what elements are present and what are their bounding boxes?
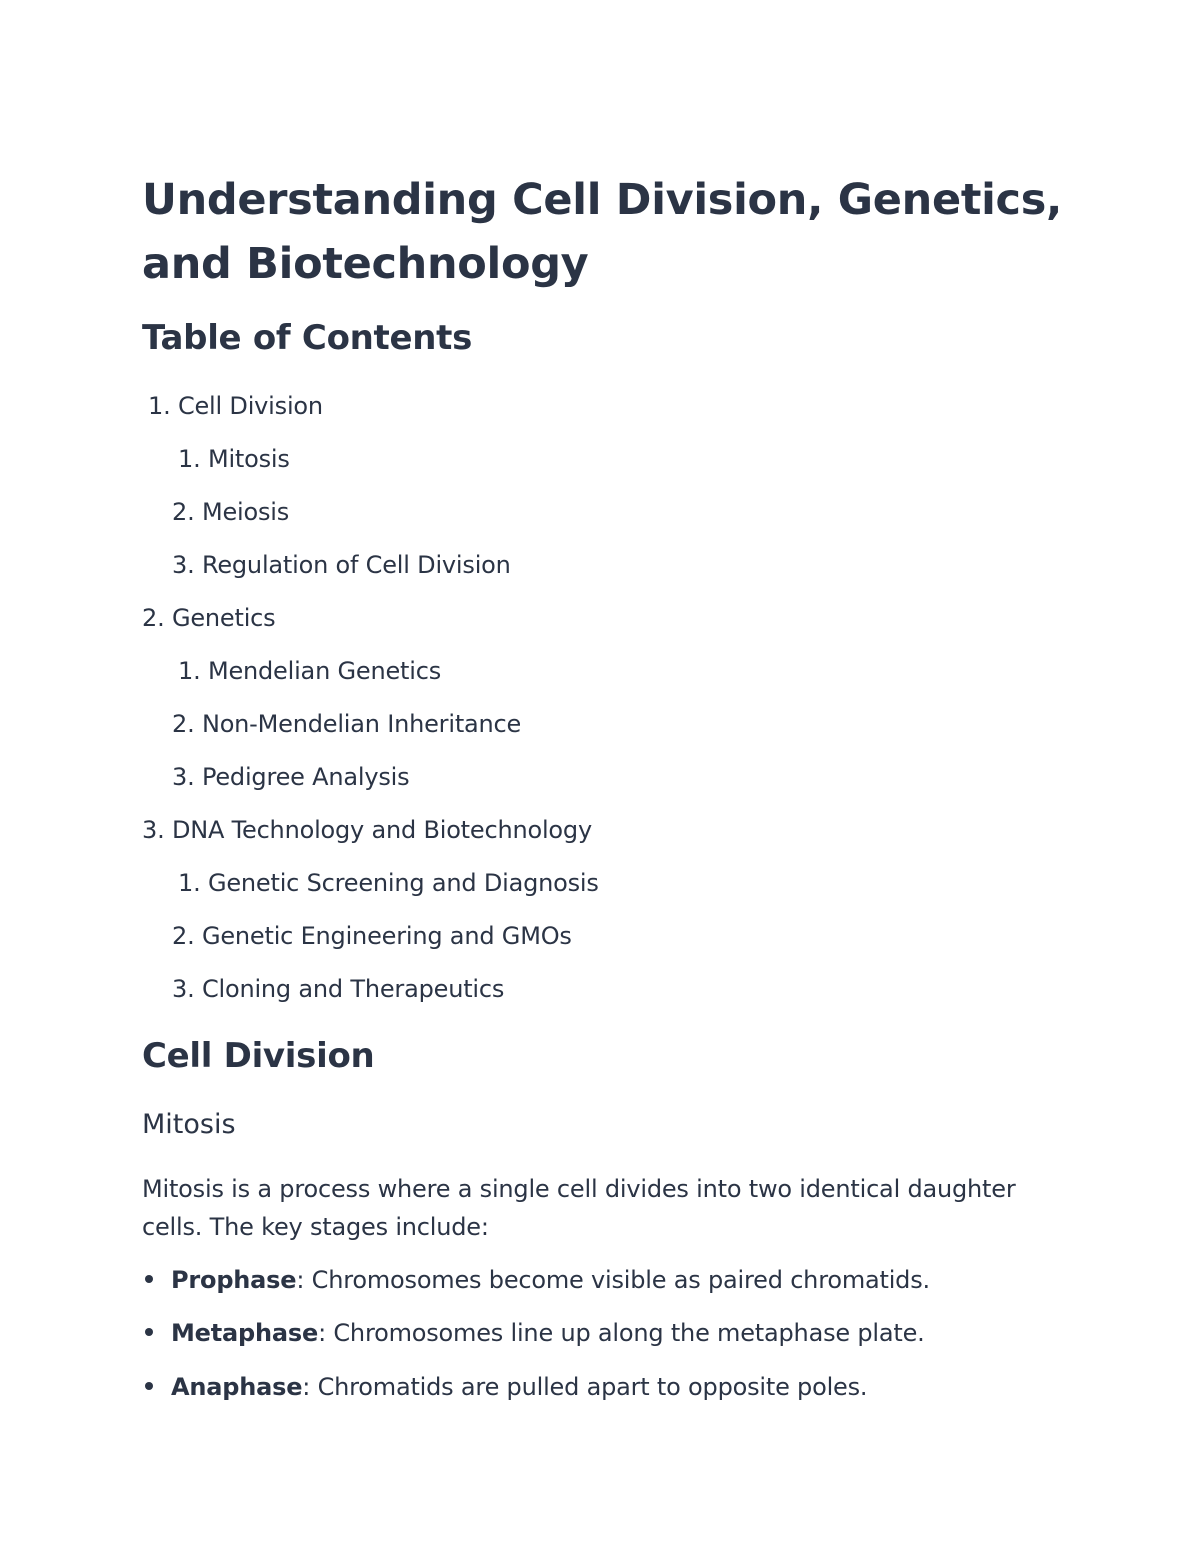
- bullet-text: : Chromosomes line up along the metaphase plate.: [318, 1319, 925, 1347]
- bullet-icon: [145, 1328, 153, 1336]
- bullet-term: Anaphase: [171, 1373, 303, 1401]
- toc-number: 2.: [142, 604, 165, 632]
- subsection-heading: Mitosis: [142, 1109, 236, 1140]
- toc-number: 1.: [178, 657, 201, 685]
- bullet-text: : Chromosomes become visible as paired chromatids.: [296, 1266, 930, 1294]
- toc-number: 3.: [172, 551, 195, 579]
- toc-item-pedigree[interactable]: [172, 761, 409, 793]
- toc-number: 1.: [178, 445, 201, 473]
- body-paragraph: Mitosis is a process where a single cell divides into two identical daughter cells. The key stages include:: [142, 1175, 1016, 1241]
- toc-number: 3.: [172, 763, 195, 791]
- toc-number: 3.: [172, 975, 195, 1003]
- bullet-icon: [145, 1382, 153, 1390]
- toc-heading: Table of Contents: [142, 318, 473, 358]
- toc-label: Non-Mendelian Inheritance: [201, 710, 522, 738]
- bullet-icon: [145, 1275, 153, 1283]
- toc-number: 2.: [172, 922, 195, 950]
- toc-label: Pedigree Analysis: [201, 763, 410, 791]
- toc-label: Regulation of Cell Division: [201, 551, 511, 579]
- toc-label: Cell Division: [177, 392, 323, 420]
- toc-item-genetic-engineering[interactable]: [172, 920, 572, 952]
- toc-number: 1.: [178, 869, 201, 897]
- toc-number: 2.: [172, 710, 195, 738]
- toc-item-dna-technology[interactable]: [142, 814, 592, 846]
- toc-item-genetic-screening[interactable]: [178, 867, 599, 899]
- toc-number: 2.: [172, 498, 195, 526]
- toc-item-cloning[interactable]: [172, 973, 504, 1005]
- toc-item-meiosis[interactable]: [172, 496, 289, 528]
- toc-number: 1.: [148, 392, 171, 420]
- bullet-term: Prophase: [171, 1266, 297, 1294]
- toc-label: DNA Technology and Biotechnology: [171, 816, 592, 844]
- toc-label: Cloning and Therapeutics: [201, 975, 505, 1003]
- toc-label: Genetic Screening and Diagnosis: [207, 869, 599, 897]
- toc-label: Genetics: [171, 604, 276, 632]
- toc-label: Mitosis: [207, 445, 290, 473]
- toc-label: Genetic Engineering and GMOs: [201, 922, 572, 950]
- toc-item-non-mendelian[interactable]: [172, 708, 521, 740]
- toc-item-mendelian-genetics[interactable]: [178, 655, 441, 687]
- bullet-term: Metaphase: [171, 1319, 319, 1347]
- section-heading: Cell Division: [142, 1036, 375, 1076]
- bullet-text: : Chromatids are pulled apart to opposite poles.: [302, 1373, 868, 1401]
- list-item: [142, 1317, 925, 1349]
- toc-item-mitosis[interactable]: [178, 443, 290, 475]
- toc-item-genetics[interactable]: [142, 602, 275, 634]
- toc-label: Mendelian Genetics: [207, 657, 442, 685]
- toc-label: Meiosis: [201, 498, 290, 526]
- list-item: [142, 1264, 930, 1296]
- toc-item-cell-division[interactable]: [148, 390, 323, 422]
- toc-number: 3.: [142, 816, 165, 844]
- toc-item-regulation[interactable]: [172, 549, 511, 581]
- list-item: [142, 1371, 867, 1403]
- document-title: Understanding Cell Division, Genetics, and Biotechnology: [142, 175, 1063, 289]
